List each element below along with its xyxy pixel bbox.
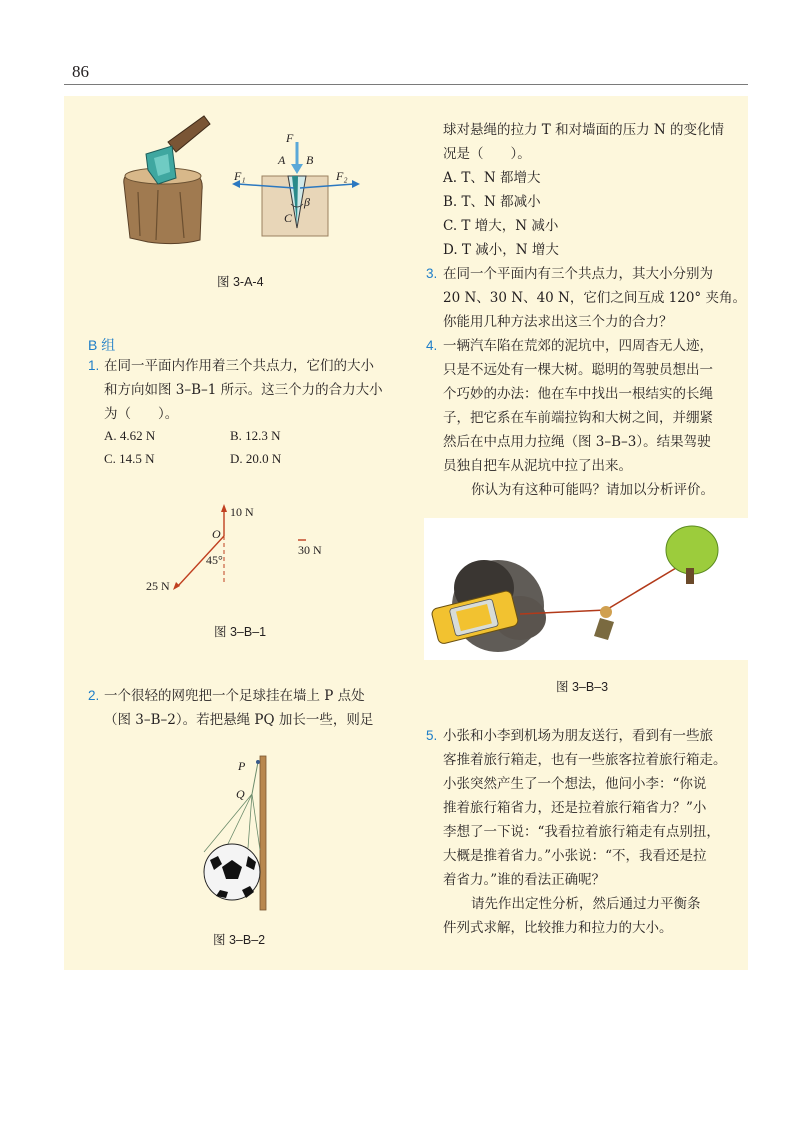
q4-line-6: 员独自把车从泥坑中拉了出来。 bbox=[443, 458, 632, 474]
fig-b3-caption: 图 3–B–3 bbox=[556, 680, 609, 694]
fig-a4-caption: 图 3-A-4 bbox=[217, 275, 264, 289]
fig-b1-caption: 图 3–B–1 bbox=[214, 625, 267, 639]
fig-b1-label-25n: 25 N bbox=[146, 579, 170, 593]
fig-b1-force-diagram bbox=[140, 500, 360, 600]
page-number: 86 bbox=[72, 62, 89, 81]
q2-line-1: 一个很轻的网兜把一个足球挂在墙上 P 点处 bbox=[104, 688, 365, 704]
section-title: B 组 bbox=[88, 337, 116, 353]
q1-option-c: C. 14.5 N bbox=[104, 451, 155, 466]
point-label-b: B bbox=[306, 153, 314, 167]
q1-line-3: 为（ ）。 bbox=[104, 406, 179, 422]
q1-option-d: D. 20.0 N bbox=[230, 451, 282, 466]
q5-line-6: 大概是推着省力。”小张说：“不，我看还是拉 bbox=[443, 848, 707, 864]
q1-option-a: A. 4.62 N bbox=[104, 428, 156, 443]
q4-line-1: 一辆汽车陷在荒郊的泥坑中，四周杳无人迹， bbox=[443, 338, 713, 354]
point-label-c: C bbox=[284, 211, 293, 225]
football-on-wall-illustration bbox=[196, 752, 276, 912]
q3-line-2: 20 N、30 N、40 N，它们之间互成 120° 夹角。 bbox=[443, 290, 746, 306]
q5-follow-line-2: 件列式求解，比较推力和拉力的大小。 bbox=[443, 920, 673, 936]
q5-line-7: 着省力。”谁的看法正确呢？ bbox=[443, 872, 606, 888]
q5-line-5: 李想了一下说：“我看拉着旅行箱走有点别扭， bbox=[443, 824, 720, 840]
fig-b2-label-q: Q bbox=[236, 787, 245, 801]
q1-line-1: 在同一平面内作用着三个共点力，它们的大小 bbox=[104, 358, 374, 374]
q5-line-4: 推着旅行箱省力，还是拉着旅行箱省力？”小 bbox=[443, 800, 707, 816]
fig-b1-label-10n: 10 N bbox=[230, 505, 254, 519]
header-rule bbox=[64, 84, 748, 85]
q5-number: 5. bbox=[426, 728, 438, 743]
car-in-mud-illustration bbox=[424, 518, 748, 660]
fig-b2-caption: 图 3–B–2 bbox=[213, 933, 266, 947]
q2-number: 2. bbox=[88, 688, 100, 703]
angle-label-beta: β bbox=[304, 195, 310, 209]
q2-option-a: A. T、N 都增大 bbox=[443, 170, 541, 186]
q2-option-c: C. T 增大，N 减小 bbox=[443, 218, 559, 234]
fig-b2-label-p: P bbox=[238, 759, 246, 773]
q4-line-4: 子，把它系在车前端拉钩和大树之间，并绷紧 bbox=[443, 410, 713, 426]
q4-line-2: 只是不远处有一棵大树。聪明的驾驶员想出一 bbox=[443, 362, 713, 378]
q5-line-3: 小张突然产生了一个想法，他问小李：“你说 bbox=[443, 776, 707, 792]
force-label-f1: F₁ bbox=[234, 169, 246, 183]
q5-line-2: 客推着旅行箱走，也有一些旅客拉着旅行箱走。 bbox=[443, 752, 727, 768]
q3-line-3: 你能用几种方法求出这三个力的合力？ bbox=[443, 314, 673, 330]
q2-line-2: （图 3–B–2）。若把悬绳 PQ 加长一些，则足 bbox=[104, 712, 374, 728]
q2-cont-line-1: 球对悬绳的拉力 T 和对墙面的压力 N 的变化情 bbox=[443, 122, 724, 138]
q1-number: 1. bbox=[88, 358, 100, 373]
axe-illustration bbox=[118, 112, 213, 247]
force-label-f: F bbox=[286, 131, 294, 145]
point-label-a: A bbox=[278, 153, 286, 167]
fig-b1-label-45: 45° bbox=[206, 553, 223, 567]
wedge-force-diagram bbox=[232, 130, 362, 240]
q3-line-1: 在同一个平面内有三个共点力，其大小分别为 bbox=[443, 266, 713, 282]
q3-number: 3. bbox=[426, 266, 438, 281]
fig-b1-label-30n: 30 N bbox=[298, 543, 322, 557]
q5-follow-line-1: 请先作出定性分析，然后通过力平衡条 bbox=[471, 896, 701, 912]
force-label-f2: F₂ bbox=[336, 169, 348, 183]
q2-option-d: D. T 减小，N 增大 bbox=[443, 242, 559, 258]
q4-line-5: 然后在中点用力拉绳（图 3–B–3）。结果驾驶 bbox=[443, 434, 711, 450]
q4-number: 4. bbox=[426, 338, 438, 353]
q5-line-1: 小张和小李到机场为朋友送行，看到有一些旅 bbox=[443, 728, 713, 744]
fig-b1-label-o: O bbox=[212, 527, 221, 541]
q4-line-3: 个巧妙的办法：他在车中找出一根结实的长绳 bbox=[443, 386, 713, 402]
q1-option-b: B. 12.3 N bbox=[230, 428, 281, 443]
q2-cont-line-2: 况是（ ）。 bbox=[443, 146, 531, 162]
q1-line-2: 和方向如图 3–B–1 所示。这三个力的合力大小 bbox=[104, 382, 383, 398]
q4-follow-up: 你认为有这种可能吗？请加以分析评价。 bbox=[471, 482, 714, 498]
q2-option-b: B. T、N 都减小 bbox=[443, 194, 541, 210]
